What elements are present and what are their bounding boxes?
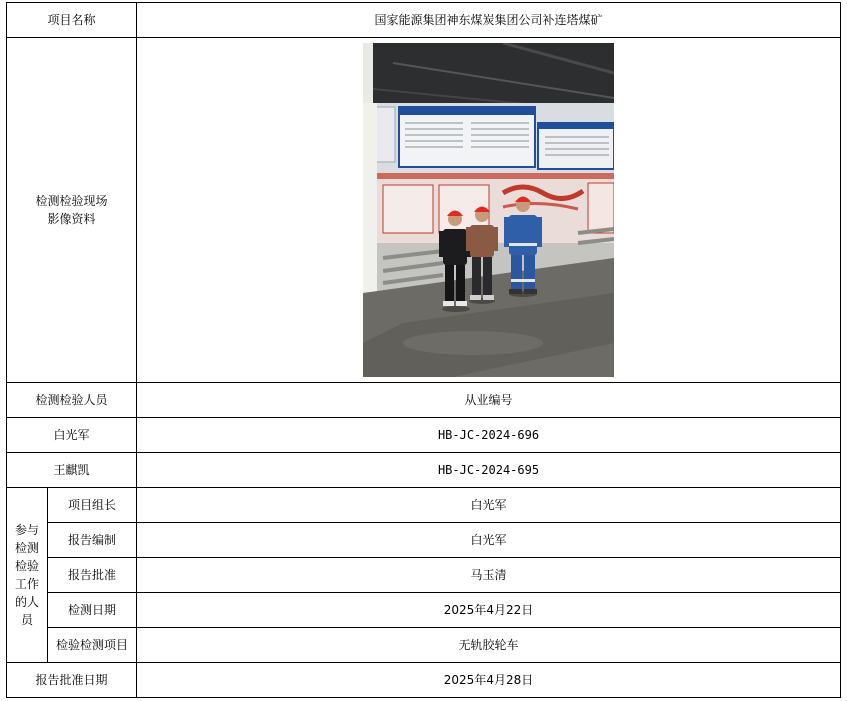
site-photo-cell bbox=[137, 38, 841, 383]
row-inspector-1 bbox=[7, 418, 841, 453]
participants-label-part: 员 bbox=[20, 613, 33, 627]
participant-role: 项目组长 bbox=[48, 488, 137, 523]
participants-label-part: 检测 bbox=[14, 541, 39, 555]
inspector-practice-id: HB-JC-2024-696 bbox=[137, 418, 841, 453]
row-inspector-2 bbox=[7, 453, 841, 488]
participant-role: 报告编制 bbox=[48, 523, 137, 558]
site-photo bbox=[363, 43, 614, 377]
row-approval-date bbox=[7, 663, 841, 698]
project-name-label: 项目名称 bbox=[7, 3, 137, 38]
participants-label-part: 检验 bbox=[14, 559, 39, 573]
participants-label bbox=[7, 488, 48, 663]
project-name-value: 国家能源集团神东煤炭集团公司补连塔煤矿 bbox=[137, 3, 841, 38]
site-photo-label bbox=[7, 38, 137, 383]
row-participant-5 bbox=[7, 628, 841, 663]
row-inspectors-header bbox=[7, 383, 841, 418]
inspector-practice-id: HB-JC-2024-695 bbox=[137, 453, 841, 488]
row-project-name bbox=[7, 3, 841, 38]
participants-label-part: 参与 bbox=[14, 523, 39, 537]
row-participant-3 bbox=[7, 558, 841, 593]
participants-label-part: 的人 bbox=[14, 595, 39, 609]
inspector-name: 王麒凯 bbox=[7, 453, 137, 488]
practice-id-label: 从业编号 bbox=[137, 383, 841, 418]
participant-role: 报告批准 bbox=[48, 558, 137, 593]
row-participant-1 bbox=[7, 488, 841, 523]
participant-value: 2025年4月22日 bbox=[137, 593, 841, 628]
site-photo-label-line1: 检测检验现场 bbox=[35, 194, 108, 208]
participant-value: 白光军 bbox=[137, 488, 841, 523]
participants-label-part: 工作 bbox=[14, 577, 39, 591]
row-participant-4 bbox=[7, 593, 841, 628]
row-participant-2 bbox=[7, 523, 841, 558]
approval-date-value: 2025年4月28日 bbox=[137, 663, 841, 698]
approval-date-label: 报告批准日期 bbox=[7, 663, 137, 698]
participant-value: 马玉清 bbox=[137, 558, 841, 593]
site-photo-label-line2: 影像资料 bbox=[47, 212, 96, 226]
participant-role: 检验检测项目 bbox=[48, 628, 137, 663]
row-site-photo bbox=[7, 38, 841, 383]
inspector-name: 白光军 bbox=[7, 418, 137, 453]
inspectors-label: 检测检验人员 bbox=[7, 383, 137, 418]
report-table bbox=[6, 2, 841, 698]
participant-role: 检测日期 bbox=[48, 593, 137, 628]
participant-value: 白光军 bbox=[137, 523, 841, 558]
participant-value: 无轨胶轮车 bbox=[137, 628, 841, 663]
